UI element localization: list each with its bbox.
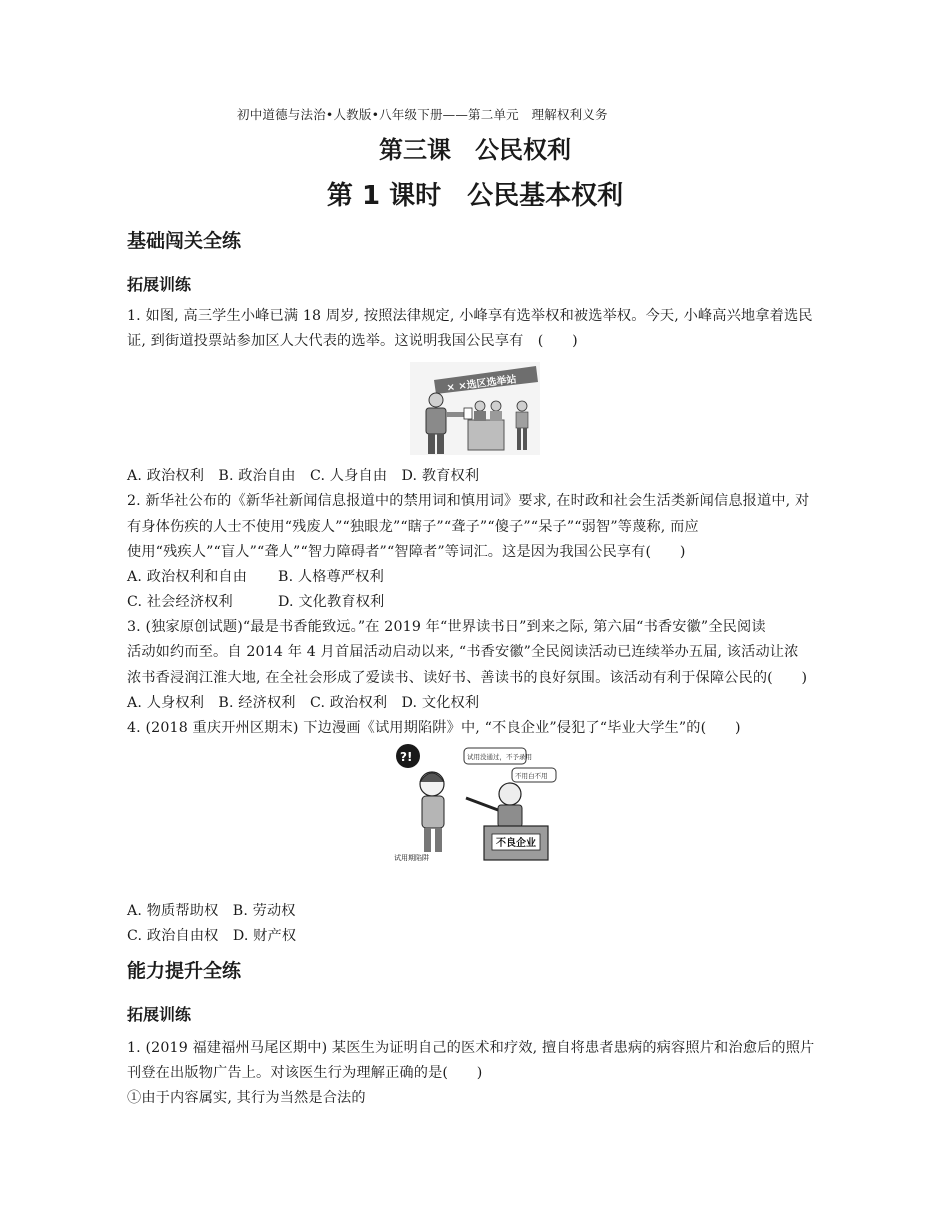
subsection-title-2: 拓展训练 [127, 1005, 192, 1024]
probation-trap-cartoon [392, 742, 560, 864]
period-title: 第 1 课时 公民基本权利 [326, 181, 624, 211]
question-1-stem-line2: 证, 到街道投票站参加区人大代表的选举。这说明我国公民享有 ( ) [127, 333, 578, 349]
question-2-stem-line2: 有身体伤疾的人士不使用“残废人”“独眼龙”“瞎子”“聋子”“傻子”“呆子”“弱智”等蔑称, 而应 [127, 519, 699, 535]
question-4-options-line2: C. 政治自由权 D. 财产权 [127, 928, 297, 944]
question-2-stem-line1: 2. 新华社公布的《新华社新闻信息报道中的禁用词和慎用词》要求, 在时政和社会生活类新闻信息报道中, 对 [127, 493, 810, 509]
exclamation-text: ?! [400, 750, 413, 764]
subsection-title: 拓展训练 [127, 275, 192, 294]
question-3-stem-line3: 浓书香浸润江淮大地, 在全社会形成了爱读书、读好书、善读书的良好氛围。该活动有利于保障公民的( ) [127, 670, 808, 686]
page-header: 初中道德与法治•人教版•八年级下册——第二单元 理解权利义务 [237, 107, 608, 122]
question-1-stem-line1: 1. 如图, 高三学生小峰已满 18 周岁, 按照法律规定, 小峰享有选举权和被选举权。今天, 小峰高兴地拿着选民 [127, 308, 813, 324]
question-2-option-c: C. 社会经济权利 [127, 594, 233, 610]
question-2-stem-line3: 使用“残疾人”“盲人”“聋人”“智力障碍者”“智障者”等词汇。这是因为我国公民享有( ) [127, 544, 686, 560]
ballot-box [468, 420, 504, 450]
voter-card [464, 408, 472, 419]
cartoon-caption: 试用期陷阱 [394, 854, 429, 862]
section2-question-1-stem-line1: 1. (2019 福建福州马尾区期中) 某医生为证明自己的医术和疗效, 擅自将患者患病的病容照片和治愈后的照片 [127, 1040, 815, 1056]
question-1-options: A. 政治权利 B. 政治自由 C. 人身自由 D. 教育权利 [127, 468, 480, 484]
section-title-advanced: 能力提升全练 [127, 960, 242, 982]
election-station-illustration [410, 362, 540, 455]
speech-bubble-2-text: 不用白不用 [515, 772, 548, 780]
station-sign-text: × ×选区选举站 [446, 374, 518, 394]
speech-bubble-1-text: 试用没通过，不予录用 [467, 753, 532, 761]
question-4-options-line1: A. 物质帮助权 B. 劳动权 [127, 903, 296, 919]
question-3-stem-line2: 活动如约而至。自 2014 年 4 月首届活动启动以来, “书香安徽”全民阅读活动已连续举办五届, 该活动让浓 [127, 644, 799, 660]
question-2-option-a: A. 政治权利和自由 [127, 569, 248, 585]
section-title-basic: 基础闯关全练 [127, 230, 242, 252]
question-3-stem-line1: 3. (独家原创试题)“最是书香能致远。”在 2019 年“世界读书日”到来之际, 第六届“书香安徽”全民阅读 [127, 619, 766, 635]
question-3-options: A. 人身权利 B. 经济权利 C. 政治权利 D. 文化权利 [127, 695, 480, 711]
lesson-title: 第三课 公民权利 [379, 135, 571, 164]
question-4-stem: 4. (2018 重庆开州区期末) 下边漫画《试用期陷阱》中, “不良企业”侵犯了“毕业大学生”的( ) [127, 720, 741, 736]
section2-question-1-stem-line2: 刊登在出版物广告上。对该医生行为理解正确的是( ) [127, 1065, 483, 1081]
question-2-option-b: B. 人格尊严权利 [278, 569, 384, 585]
question-2-option-d: D. 文化教育权利 [278, 594, 385, 610]
section2-question-1-item-1: ①由于内容属实, 其行为当然是合法的 [127, 1090, 366, 1106]
desk-label: 不良企业 [496, 838, 536, 849]
